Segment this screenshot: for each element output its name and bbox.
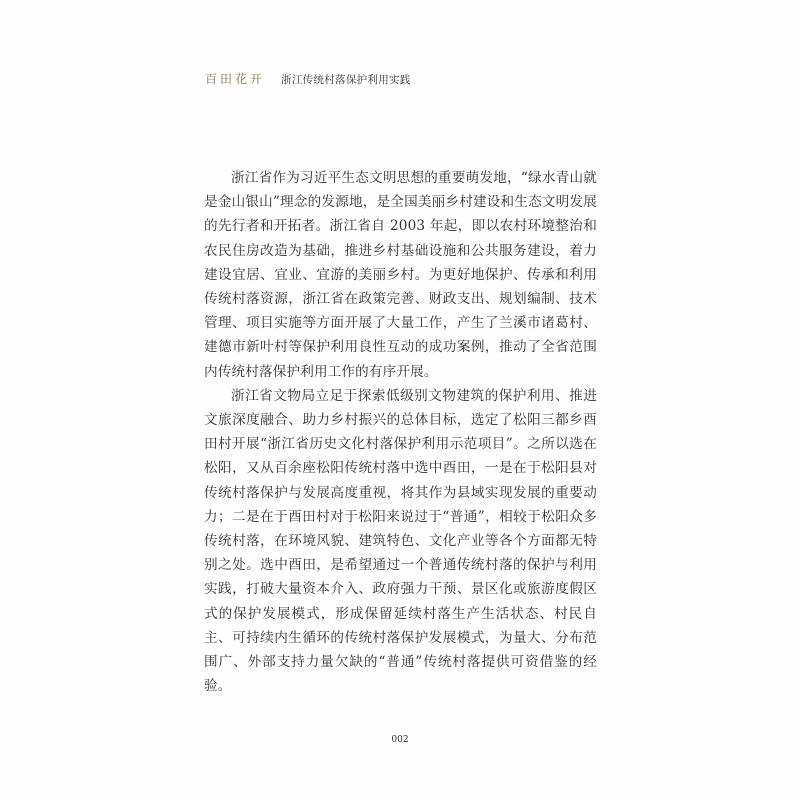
body-text	[204, 166, 597, 698]
running-header	[205, 70, 411, 87]
book-series-mark: 百田花开	[205, 72, 266, 86]
paragraph: 浙江省文物局立足于探索低级别文物建筑的保护利用、推进文旅深度融合、助力乡村振兴的总体目标，选定了松阳三都乡酉田村开展“浙江省历史文化村落保护利用示范项目”。之所以选在松阳，又从百余座松阳传统村落中选中酉田，一是在于松阳县对传统村落保护与发展高度重视，将其作为县域实现发展的重要动力；二是在于酉田村对于松阳来说过于“普通”，相较于松阳众多传统村落，在环境风貌、建筑特色、文化产业等各个方面都无特别之处。选中酉田，是希望通过一个普通传统村落的保护与利用实践，打破大量资本介入、政府强力干预、景区化或旅游度假区式的保护发展模式，形成保留延续村落生产生活状态、村民自主、可持续内生循环的传统村落保护发展模式，为量大、分布范围广、外部支持力量欠缺的“普通”传统村落提供可资借鉴的经验。	[204, 387, 597, 695]
page-number: 002	[391, 735, 409, 745]
book-title: 浙江传统村落保护利用实践	[281, 74, 411, 86]
paragraph: 浙江省作为习近平生态文明思想的重要萌发地，“绿水青山就是金山银山”理念的发源地，是全国美丽乡村建设和生态文明发展的先行者和开拓者。浙江省自 2003 年起，即以农村环境整治和农民住房改造为基础，推进乡村基础设施和公共服务建设，着力建设宜居、宜业、宜游的美丽乡村。为更好地保护、传承和利用传统村落资源，浙江省在政策完善、财政支出、规划编制、技术管理、项目实施等方面开展了大量工作，产生了兰溪市诸葛村、建德市新叶村等保护利用良性互动的成功案例，推动了全省范围内传统村落保护利用工作的有序开展。	[204, 170, 597, 380]
